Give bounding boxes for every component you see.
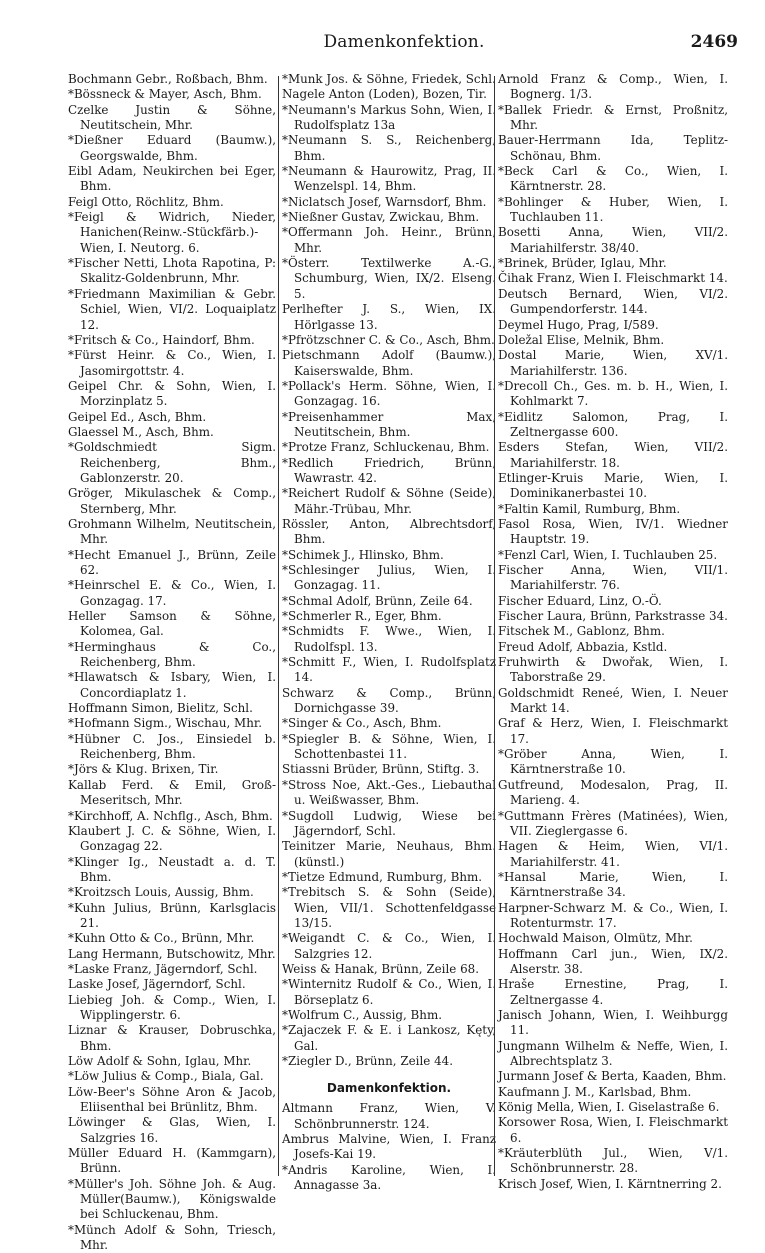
directory-entry: *Reichert Rudolf & Söhne (Seide), Mähr.-Trübau, Mhr. bbox=[282, 486, 496, 516]
directory-entry: Doležal Elise, Melnik, Bhm. bbox=[498, 332, 665, 347]
directory-entry: Hraše Ernestine, Prag, I. Zeltnergasse 4. bbox=[498, 977, 728, 1007]
directory-entry: *Tietze Edmund, Rumburg, Bhm. bbox=[282, 869, 483, 884]
directory-entry: Esders Stefan, Wien, VII/2. Mariahilferstr. 18. bbox=[498, 440, 728, 470]
directory-entry: *Niclatsch Josef, Warnsdorf, Bhm. bbox=[282, 194, 487, 209]
directory-entry: Bochmann Gebr., Roßbach, Bhm. bbox=[68, 72, 268, 86]
column-divider bbox=[278, 76, 279, 1176]
directory-entry: *Faltin Kamil, Rumburg, Bhm. bbox=[498, 501, 681, 516]
directory-entry: *Nießner Gustav, Zwickau, Bhm. bbox=[282, 210, 480, 225]
directory-entry: Schwarz & Comp., Brünn, Dornichgasse 39. bbox=[282, 685, 496, 716]
column-1 bbox=[68, 72, 276, 1253]
directory-entry: Dostal Marie, Wien, XV/1. Mariahilferstr. 136. bbox=[498, 348, 728, 378]
directory-entry: Perlhefter J. S., Wien, IX. Hörlgasse 13. bbox=[282, 302, 496, 332]
directory-entry: Grohmann Wilhelm, Neutitschein, Mhr. bbox=[68, 516, 276, 547]
directory-entry: *Hecht Emanuel J., Brünn, Zeile 62. bbox=[68, 547, 276, 577]
directory-entry: *Fürst Heinr. & Co., Wien, I. Jasomirgottstr. 4. bbox=[68, 348, 276, 378]
directory-entry: Heller Samson & Söhne, Kolomea, Gal. bbox=[68, 609, 276, 639]
directory-entry: *Schlesinger Julius, Wien, I. Gonzagag. 11. bbox=[282, 563, 496, 593]
directory-entry: *Weigandt C. & Co., Wien, I. Salzgries 12. bbox=[282, 931, 496, 961]
directory-entry: *Protze Franz, Schluckenau, Bhm. bbox=[282, 440, 490, 455]
directory-entry: *Trebitsch S. & Sohn (Seide), Wien, VII/1. Schottenfeldgasse 13/15. bbox=[282, 885, 496, 930]
directory-entry: *Winternitz Rudolf & Co., Wien, I. Börseplatz 6. bbox=[282, 977, 496, 1007]
directory-entry: *Müller's Joh. Söhne Joh. & Aug. Müller(Baumw.), Königswalde bei Schluckenau, Bhm. bbox=[68, 1176, 276, 1222]
directory-entry: *Singer & Co., Asch, Bhm. bbox=[282, 716, 442, 731]
directory-entry: *Herminghaus & Co., Reichenberg, Bhm. bbox=[68, 639, 276, 670]
directory-entry: Gutfreund, Modesalon, Prag, II. Marieng. 4. bbox=[498, 777, 728, 808]
directory-entry: *Fischer Netti, Lhota Rapotina, P: Skalitz-Goldenbrunn, Mhr. bbox=[68, 256, 276, 286]
directory-entry: Bauer-Herrmann Ida, Teplitz-Schönau, Bhm. bbox=[498, 133, 728, 163]
directory-entry: *Kroitzsch Louis, Aussig, Bhm. bbox=[68, 885, 254, 900]
directory-entry: *Friedmann Maximilian & Gebr. Schiel, Wien, VI/2. Loquaiplatz 12. bbox=[68, 286, 276, 332]
directory-entry: König Mella, Wien, I. Giselastraße 6. bbox=[498, 1100, 720, 1115]
directory-entry: *Kräuterblüth Jul., Wien, V/1. Schönbrunnerstr. 28. bbox=[498, 1146, 728, 1176]
directory-entry: *Hübner C. Jos., Einsiedel b. Reichenberg, Bhm. bbox=[68, 731, 276, 762]
directory-entry: Eibl Adam, Neukirchen bei Eger, Bhm. bbox=[68, 164, 276, 194]
directory-entry: Liebieg Joh. & Comp., Wien, I. Wipplingerstr. 6. bbox=[68, 992, 276, 1022]
directory-entry: Fischer Eduard, Linz, O.-Ö. bbox=[498, 593, 662, 608]
directory-entry: *Andris Karoline, Wien, I. Annagasse 3a. bbox=[282, 1162, 496, 1193]
directory-entry: Etlinger-Kruis Marie, Wien, I. Dominikanerbastei 10. bbox=[498, 470, 728, 501]
page-number: 2469 bbox=[690, 32, 738, 52]
directory-entry: Löw Adolf & Sohn, Iglau, Mhr. bbox=[68, 1054, 252, 1068]
column-divider bbox=[494, 76, 495, 1176]
directory-entry: *Schmidts F. Wwe., Wien, I. Rudolfspl. 13. bbox=[282, 624, 496, 654]
directory-entry: *Neumann & Haurowitz, Prag, II. Wenzelspl. 14, Bhm. bbox=[282, 164, 496, 194]
directory-entry: *Hansal Marie, Wien, I. Kärntnerstraße 34. bbox=[498, 869, 728, 900]
directory-entry: Hochwald Maison, Olmütz, Mhr. bbox=[498, 931, 693, 946]
directory-entry: *Goldschmiedt Sigm. Reichenberg, Bhm., Gablonzerstr. 20. bbox=[68, 440, 276, 485]
directory-entry: *Neumann's Markus Sohn, Wien, I. Rudolfsplatz 13a bbox=[282, 102, 496, 133]
directory-entry: *Spiegler B. & Söhne, Wien, I. Schottenbastei 11. bbox=[282, 731, 496, 762]
directory-entry: Deutsch Bernard, Wien, VI/2. Gumpendorferstr. 144. bbox=[498, 286, 728, 317]
directory-entry: Krisch Josef, Wien, I. Kärntnerring 2. bbox=[498, 1176, 722, 1191]
directory-entry: *Munk Jos. & Söhne, Friedek, Schl. bbox=[282, 72, 496, 86]
directory-entry: Korsower Rosa, Wien, I. Fleischmarkt 6. bbox=[498, 1115, 728, 1145]
directory-entry: *Feigl & Widrich, Nieder, Hanichen(Reinw.-Stückfärb.)-Wien, I. Neutorg. 6. bbox=[68, 210, 276, 255]
directory-entry: Weiss & Hanak, Brünn, Zeile 68. bbox=[282, 961, 479, 976]
directory-entry: Glaessel M., Asch, Bhm. bbox=[68, 424, 214, 439]
directory-entry: Arnold Franz & Comp., Wien, I. Bognerg. 1/3. bbox=[498, 72, 728, 102]
directory-entry: Hagen & Heim, Wien, VI/1. Mariahilferstr. 41. bbox=[498, 839, 728, 869]
directory-entry: Klaubert J. C. & Söhne, Wien, I. Gonzagag 22. bbox=[68, 823, 276, 854]
directory-entry: Löwinger & Glas, Wien, I. Salzgries 16. bbox=[68, 1115, 276, 1145]
directory-entry: *Wolfrum C., Aussig, Bhm. bbox=[282, 1007, 443, 1022]
directory-entry: *Dießner Eduard (Baumw.), Georgswalde, Bhm. bbox=[68, 133, 276, 163]
directory-entry: *Kirchhoff, A. Nchflg., Asch, Bhm. bbox=[68, 808, 273, 823]
directory-entry: Müller Eduard H. (Kammgarn), Brünn. bbox=[68, 1146, 276, 1176]
directory-entry: *Hofmann Sigm., Wischau, Mhr. bbox=[68, 716, 263, 731]
directory-entry: Geipel Chr. & Sohn, Wien, I. Morzinplatz 5. bbox=[68, 378, 276, 409]
directory-entry: Teinitzer Marie, Neuhaus, Bhm. (künstl.) bbox=[282, 839, 496, 869]
directory-entry: *Schimek J., Hlinsko, Bhm. bbox=[282, 547, 444, 562]
directory-entry: Feigl Otto, Röchlitz, Bhm. bbox=[68, 194, 224, 209]
directory-entry: Geipel Ed., Asch, Bhm. bbox=[68, 409, 207, 424]
directory-entry: *Eidlitz Salomon, Prag, I. Zeltnergasse 600. bbox=[498, 409, 728, 439]
directory-entry: Löw-Beer's Söhne Aron & Jacob, Eliisenthal bei Brünlitz, Bhm. bbox=[68, 1084, 276, 1115]
directory-entry: Lang Hermann, Butschowitz, Mhr. bbox=[68, 946, 276, 961]
directory-entry: Graf & Herz, Wien, I. Fleischmarkt 17. bbox=[498, 716, 728, 746]
directory-entry: *Schmerler R., Eger, Bhm. bbox=[282, 609, 442, 624]
directory-entry: Fasol Rosa, Wien, IV/1. Wiedner Hauptstr. 19. bbox=[498, 516, 728, 547]
directory-entry: *Klinger Ig., Neustadt a. d. T. Bhm. bbox=[68, 854, 276, 884]
directory-entry: *Österr. Textilwerke A.-G., Schumburg, Wien, IX/2. Elseng. 5. bbox=[282, 256, 496, 301]
directory-entry: Kallab Ferd. & Emil, Groß-Meseritsch, Mhr. bbox=[68, 777, 276, 808]
column-2 bbox=[282, 72, 496, 1193]
column-3 bbox=[498, 72, 728, 1191]
directory-entry: Fitschek M., Gablonz, Bhm. bbox=[498, 624, 665, 639]
directory-entry: Harpner-Schwarz M. & Co., Wien, I. Rotenturmstr. 17. bbox=[498, 900, 728, 930]
directory-entry: *Ballek Friedr. & Ernst, Proßnitz, Mhr. bbox=[498, 102, 728, 133]
directory-entry: *Sugdoll Ludwig, Wiese bei Jägerndorf, Schl. bbox=[282, 808, 496, 838]
columns-container bbox=[64, 72, 744, 1253]
directory-entry: Hoffmann Carl jun., Wien, IX/2. Alserstr. 38. bbox=[498, 946, 728, 976]
directory-entry: Čihak Franz, Wien I. Fleischmarkt 14. bbox=[498, 271, 728, 286]
section-heading: Damenkonfektion. bbox=[326, 1081, 452, 1096]
directory-entry: *Beck Carl & Co., Wien, I. Kärntnerstr. 28. bbox=[498, 164, 728, 194]
directory-entry: *Fritsch & Co., Haindorf, Bhm. bbox=[68, 332, 255, 347]
directory-entry: *Zajaczek F. & E. i Lankosz, Kęty, Gal. bbox=[282, 1023, 496, 1053]
directory-entry: Goldschmidt Reneé, Wien, I. Neuer Markt 14. bbox=[498, 685, 728, 716]
directory-entry: *Redlich Friedrich, Brünn, Wawrastr. 42. bbox=[282, 455, 496, 485]
directory-entry: Kaufmann J. M., Karlsbad, Bhm. bbox=[498, 1084, 692, 1099]
directory-entry: *Bohlinger & Huber, Wien, I. Tuchlauben 11. bbox=[498, 194, 728, 225]
directory-entry: Jurmann Josef & Berta, Kaaden, Bhm. bbox=[498, 1069, 727, 1084]
directory-entry: Liznar & Krauser, Dobruschka, Bhm. bbox=[68, 1023, 276, 1053]
directory-entry: *Münch Adolf & Sohn, Triesch, Mhr. bbox=[68, 1222, 276, 1253]
directory-entry: *Brinek, Brüder, Iglau, Mhr. bbox=[498, 256, 667, 271]
page-header bbox=[70, 32, 738, 58]
directory-entry: Bosetti Anna, Wien, VII/2. Mariahilferstr. 38/40. bbox=[498, 225, 728, 255]
directory-entry: Altmann Franz, Wien, V. Schönbrunnerstr. 124. bbox=[282, 1101, 496, 1131]
directory-entry: Rössler, Anton, Albrechtsdorf, Bhm. bbox=[282, 516, 496, 547]
directory-entry: Pietschmann Adolf (Baumw.), Kaiserswalde, Bhm. bbox=[282, 348, 496, 378]
directory-entry: *Heinrschel E. & Co., Wien, I. Gonzagag. 17. bbox=[68, 578, 276, 608]
directory-entry: Ambrus Malvine, Wien, I. Franz Josefs-Kai 19. bbox=[282, 1132, 496, 1162]
directory-entry: *Kuhn Julius, Brünn, Karlsglacis 21. bbox=[68, 900, 276, 930]
directory-entry: *Neumann S. S., Reichenberg, Bhm. bbox=[282, 133, 496, 163]
directory-entry: Fischer Anna, Wien, VII/1. Mariahilferstr. 76. bbox=[498, 563, 728, 593]
directory-entry: Hoffmann Simon, Bielitz, Schl. bbox=[68, 701, 253, 716]
directory-entry: Janisch Johann, Wien, I. Weihburgg 11. bbox=[498, 1007, 728, 1038]
directory-entry: *Laske Franz, Jägerndorf, Schl. bbox=[68, 961, 258, 976]
directory-entry: Gröger, Mikulaschek & Comp., Sternberg, Mhr. bbox=[68, 486, 276, 516]
directory-entry: *Schmitt F., Wien, I. Rudolfsplatz 14. bbox=[282, 655, 496, 685]
directory-entry: *Bössneck & Mayer, Asch, Bhm. bbox=[68, 87, 262, 102]
directory-entry: *Preisenhammer Max, Neutitschein, Bhm. bbox=[282, 409, 496, 439]
directory-entry: *Drecoll Ch., Ges. m. b. H., Wien, I. Kohlmarkt 7. bbox=[498, 378, 728, 409]
directory-entry: Deymel Hugo, Prag, I/589. bbox=[498, 317, 659, 332]
directory-entry: *Pfrötzschner C. & Co., Asch, Bhm. bbox=[282, 332, 495, 347]
directory-entry: *Ziegler D., Brünn, Zeile 44. bbox=[282, 1054, 453, 1068]
directory-entry: *Stross Noe, Akt.-Ges., Liebauthal u. Weißwasser, Bhm. bbox=[282, 777, 496, 808]
directory-entry: Stiassni Brüder, Brünn, Stiftg. 3. bbox=[282, 762, 480, 777]
directory-entry: *Pollack's Herm. Söhne, Wien, I. Gonzagag. 16. bbox=[282, 378, 496, 409]
directory-entry: *Schmal Adolf, Brünn, Zeile 64. bbox=[282, 593, 473, 608]
directory-entry: Laske Josef, Jägerndorf, Schl. bbox=[68, 977, 246, 992]
directory-entry: *Gröber Anna, Wien, I. Kärntnerstraße 10. bbox=[498, 747, 728, 777]
directory-entry: Fischer Laura, Brünn, Parkstrasse 34. bbox=[498, 609, 728, 624]
directory-entry: *Löw Julius & Comp., Biala, Gal. bbox=[68, 1069, 264, 1084]
directory-entry: *Offermann Joh. Heinr., Brünn, Mhr. bbox=[282, 225, 496, 255]
directory-entry: *Guttmann Frères (Matinées), Wien, VII. Zieglergasse 6. bbox=[498, 808, 728, 838]
directory-entry: Freud Adolf, Abbazia, Kstld. bbox=[498, 639, 668, 654]
directory-entry: *Fenzl Carl, Wien, I. Tuchlauben 25. bbox=[498, 547, 718, 562]
directory-entry: Czelke Justin & Söhne, Neutitschein, Mhr. bbox=[68, 102, 276, 133]
directory-entry: Nagele Anton (Loden), Bozen, Tir. bbox=[282, 87, 487, 102]
directory-entry: *Jörs & Klug. Brixen, Tir. bbox=[68, 762, 219, 777]
page-title: Damenkonfektion. bbox=[323, 32, 485, 52]
directory-entry: Fruhwirth & Dwořak, Wien, I. Taborstraße 29. bbox=[498, 655, 728, 685]
directory-entry: *Hlawatsch & Isbary, Wien, I. Concordiaplatz 1. bbox=[68, 670, 276, 700]
directory-entry: Jungmann Wilhelm & Neffe, Wien, I. Albrechtsplatz 3. bbox=[498, 1038, 728, 1068]
directory-entry: *Kuhn Otto & Co., Brünn, Mhr. bbox=[68, 931, 255, 946]
